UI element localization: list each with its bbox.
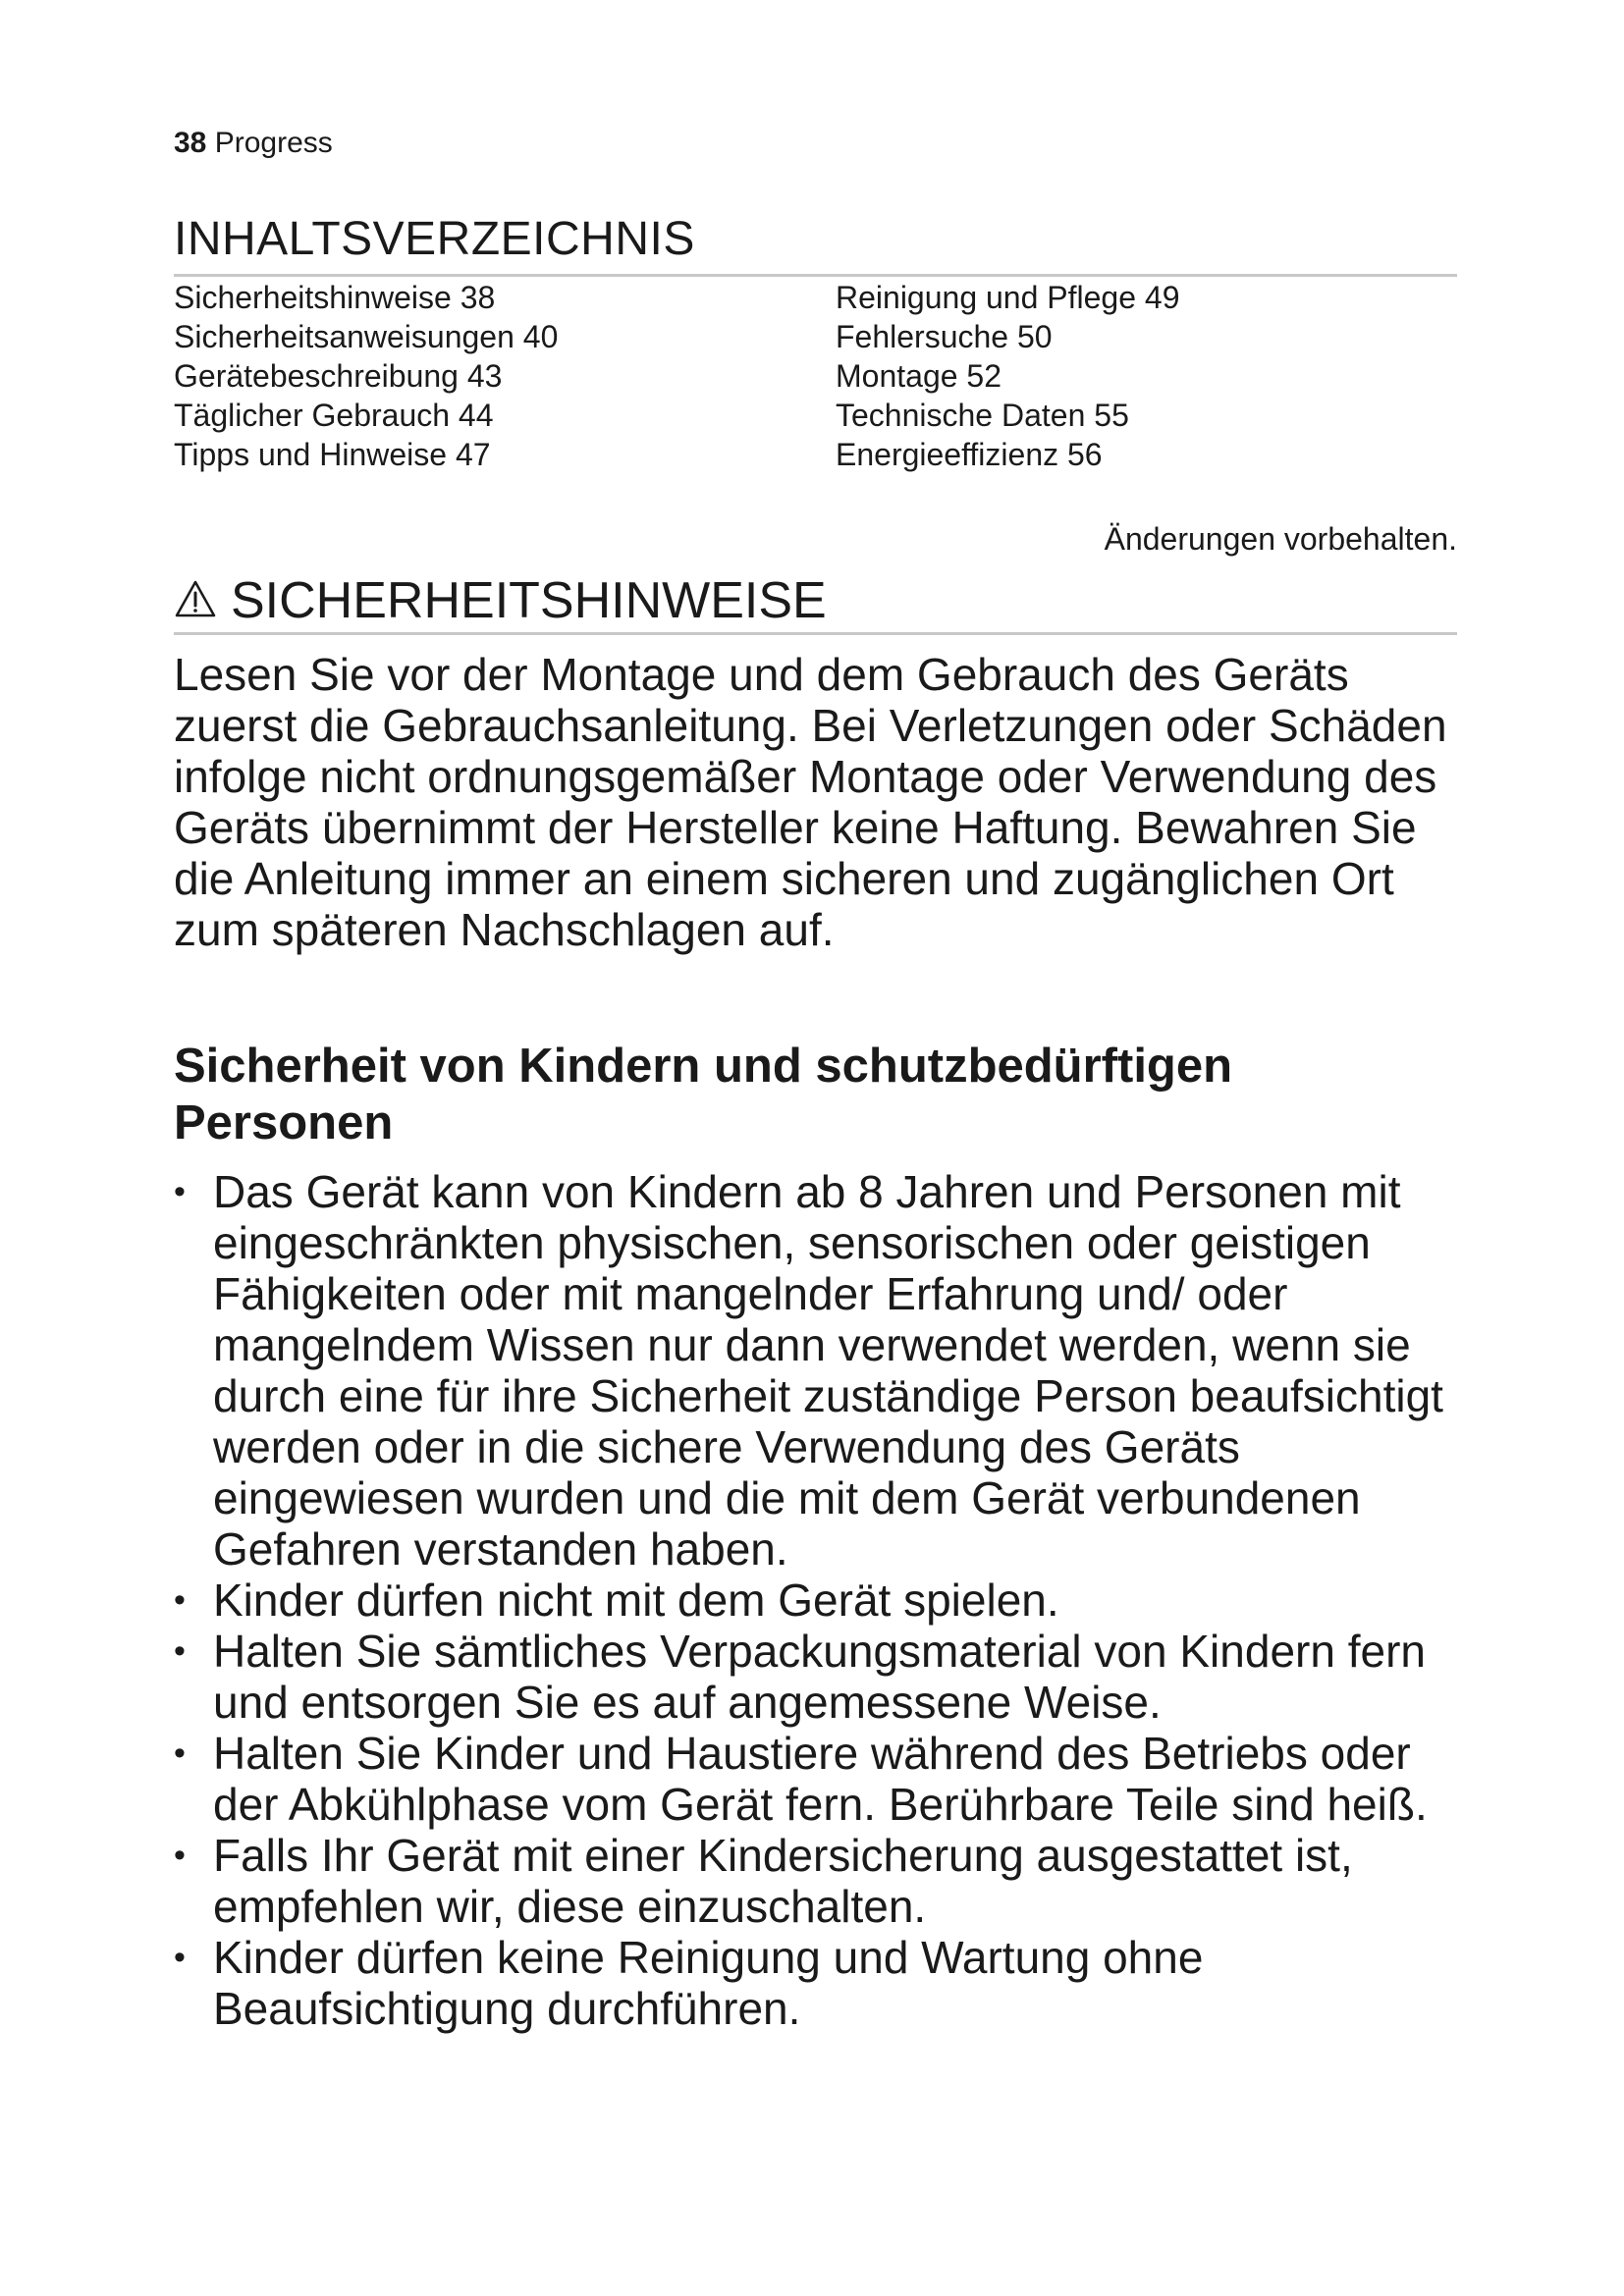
bullet-marker: • bbox=[174, 1939, 186, 1976]
toc-entry[interactable]: Energieeffizienz 56 bbox=[836, 437, 1103, 472]
children-safety-list bbox=[174, 1166, 1460, 2034]
toc-divider bbox=[174, 274, 1457, 277]
bullet-marker: • bbox=[174, 1735, 186, 1772]
list-item bbox=[174, 1575, 1460, 1626]
toc-entry[interactable]: Täglicher Gebrauch 44 bbox=[174, 398, 494, 433]
list-item bbox=[174, 1166, 1460, 1575]
safety-divider bbox=[174, 632, 1457, 635]
page-header bbox=[174, 126, 333, 161]
bullet-marker: • bbox=[174, 1173, 186, 1210]
list-item-text: Kinder dürfen keine Reinigung und Wartung ohne Beaufsichtigung durchführen. bbox=[213, 1932, 1204, 2034]
list-item-text: Das Gerät kann von Kindern ab 8 Jahren und Personen mit eingeschränkten physischen, sensorischen oder geistigen Fähigkeiten oder mit mangelnder Erfahrung und/ oder mangelndem Wissen nur dann verwendet werden, wenn sie durch eine für ihre Sicherheit zuständige Person beaufsichtigt werden oder in die sichere Verwendung des Geräts eingewiesen wurden und die mit dem Gerät verbundenen Gefahren verstanden haben. bbox=[213, 1166, 1443, 1575]
list-item-text: Kinder dürfen nicht mit dem Gerät spielen. bbox=[213, 1575, 1059, 1626]
changes-note: Änderungen vorbehalten. bbox=[1104, 521, 1457, 557]
list-item bbox=[174, 1626, 1460, 1728]
toc-entry[interactable]: Sicherheitsanweisungen 40 bbox=[174, 319, 559, 354]
toc-entry[interactable]: Montage 52 bbox=[836, 358, 1002, 394]
list-item-text: Falls Ihr Gerät mit einer Kindersicherung ausgestattet ist, empfehlen wir, diese einzuschalten. bbox=[213, 1830, 1353, 1932]
list-item-text: Halten Sie sämtliches Verpackungsmaterial von Kindern fern und entsorgen Sie es auf angemessene Weise. bbox=[213, 1626, 1426, 1728]
toc-right-column bbox=[836, 278, 1180, 474]
bullet-marker: • bbox=[174, 1632, 186, 1670]
toc-entry[interactable]: Reinigung und Pflege 49 bbox=[836, 280, 1180, 315]
list-item bbox=[174, 1830, 1460, 1932]
list-item bbox=[174, 1932, 1460, 2034]
safety-title-text: SICHERHEITSHINWEISE bbox=[231, 572, 827, 629]
safety-section-title bbox=[174, 570, 827, 631]
children-safety-heading: Sicherheit von Kindern und schutzbedürftigen Personen bbox=[174, 1040, 1233, 1149]
page-number: 38 bbox=[174, 127, 207, 159]
list-item bbox=[174, 1728, 1460, 1830]
toc-left-column bbox=[174, 278, 558, 474]
list-item-text: Halten Sie Kinder und Haustiere während des Betriebs oder der Abkühlphase vom Gerät fern. Berührbare Teile sind heiß. bbox=[213, 1728, 1428, 1830]
toc-entry[interactable]: Tipps und Hinweise 47 bbox=[174, 437, 491, 472]
warning-triangle-icon bbox=[174, 579, 217, 618]
toc-entry[interactable]: Gerätebeschreibung 43 bbox=[174, 358, 503, 394]
safety-intro-paragraph: Lesen Sie vor der Montage und dem Gebrauch des Geräts zuerst die Gebrauchsanleitung. Bei Verletzungen oder Schäden infolge nicht ordnungsgemäßer Montage oder Verwendung des Geräts übernimmt der Hersteller keine Haftung. Bewahren Sie die Anleitung immer an einem sicheren und zugänglichen Ort zum späteren Nachschlagen auf. bbox=[174, 649, 1447, 955]
toc-entry[interactable]: Sicherheitshinweise 38 bbox=[174, 280, 496, 315]
bullet-marker: • bbox=[174, 1581, 186, 1619]
brand-name: Progress bbox=[214, 127, 333, 159]
bullet-marker: • bbox=[174, 1837, 186, 1874]
toc-entry[interactable]: Technische Daten 55 bbox=[836, 398, 1129, 433]
toc-title: INHALTSVERZEICHNIS bbox=[174, 213, 695, 265]
toc-entry[interactable]: Fehlersuche 50 bbox=[836, 319, 1053, 354]
